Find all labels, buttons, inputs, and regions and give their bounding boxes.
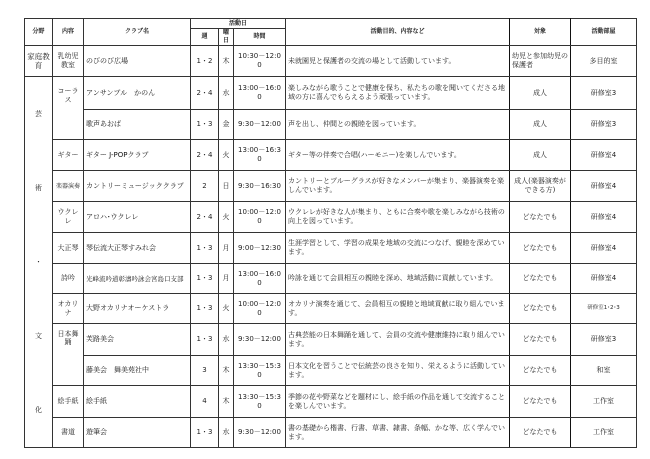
club-name: カントリーミュージッククラブ [84, 171, 191, 202]
room-cell: 研修室4 [571, 233, 637, 264]
week-cell: 1・3 [191, 324, 219, 356]
table-row [25, 264, 637, 294]
time-cell: 9:30－12:00 [234, 324, 286, 356]
week-cell: 2・4 [191, 77, 219, 110]
room-cell: 研修室4 [571, 202, 637, 233]
target-cell: 成人 [510, 77, 571, 110]
target-cell: どなたでも [510, 233, 571, 264]
room-cell: 和室 [571, 356, 637, 386]
header-activity-day: 活動日 [191, 19, 286, 29]
target-cell: どなたでも [510, 294, 571, 324]
table-row [25, 171, 637, 202]
header-club: クラブ名 [84, 19, 191, 46]
field-char: 術 [35, 183, 42, 192]
field-char: 芸 [35, 109, 42, 118]
time-cell: 13:00－16:00 [234, 77, 286, 110]
table-row [25, 46, 637, 77]
club-name: 藤美会 舞美苑社中 [84, 356, 191, 386]
time-cell: 9:30－12:00 [234, 418, 286, 448]
purpose-cell: 書の基礎から楷書、行書、草書、隷書、条幅、かな等、広く学んでいます。 [286, 418, 510, 448]
club-name: 遊筆会 [84, 418, 191, 448]
table-row [25, 233, 637, 264]
content-cell: オカリナ [53, 294, 84, 324]
content-cell: 絵手紙 [53, 386, 84, 418]
header-time: 時間 [234, 29, 286, 46]
room-cell: 研修室3 [571, 77, 637, 110]
field-char: ・ [35, 257, 42, 266]
purpose-cell: ギター等の伴奏で合唱(ハーモニー)を楽しんでいます。 [286, 140, 510, 171]
room-cell: 工作室 [571, 386, 637, 418]
table-row [25, 324, 637, 356]
week-cell: 1・3 [191, 110, 219, 140]
table-row [25, 140, 637, 171]
header-weekday: 曜日 [219, 29, 234, 46]
target-cell: どなたでも [510, 356, 571, 386]
purpose-cell: カントリーとブルーグラスが好きなメンバーが集まり、楽器演奏を楽しんでいます。 [286, 171, 510, 202]
purpose-cell: 楽しみながら歌うことで健康を保ち、私たちの歌を聞いてくださる地域の方に喜んでもらえるよう頑張っています。 [286, 77, 510, 110]
header-field: 分野 [25, 19, 53, 46]
target-cell: どなたでも [510, 386, 571, 418]
purpose-cell: 古典芸能の日本舞踊を通して、会員の交流や健康維持に取り組んでいます。 [286, 324, 510, 356]
target-cell: 成人 [510, 140, 571, 171]
weekday-cell: 木 [219, 356, 234, 386]
room-cell: 研修室4 [571, 171, 637, 202]
weekday-cell: 火 [219, 140, 234, 171]
weekday-cell: 水 [219, 77, 234, 110]
target-cell: 幼児と参加幼児の保護者 [510, 46, 571, 77]
table-row [25, 418, 637, 448]
week-cell: 1・3 [191, 294, 219, 324]
time-cell: 13:00－16:00 [234, 264, 286, 294]
club-schedule-table [24, 18, 637, 448]
table-row [25, 110, 637, 140]
weekday-cell: 日 [219, 171, 234, 202]
time-cell: 9:30－16:30 [234, 171, 286, 202]
content-cell: 日本舞踊 [53, 324, 84, 386]
content-cell: 詩吟 [53, 264, 84, 294]
content-cell: 楽器演奏 [53, 171, 84, 202]
content-cell: 乳幼児教室 [53, 46, 84, 77]
field-char: 化 [35, 405, 42, 414]
club-name: 大野オカリナオーケストラ [84, 294, 191, 324]
time-cell: 10:00－12:00 [234, 202, 286, 233]
room-cell: 研修室3 [571, 110, 637, 140]
time-cell: 10:00－12:00 [234, 294, 286, 324]
weekday-cell: 火 [219, 202, 234, 233]
room-cell: 研修室1･2･3 [571, 294, 637, 324]
purpose-cell: オカリナ演奏を通じて、会員相互の親睦と地域貢献に取り組んでいます。 [286, 294, 510, 324]
target-cell: どなたでも [510, 324, 571, 356]
week-cell: 1・3 [191, 264, 219, 294]
header-target: 対象 [510, 19, 571, 46]
header-content: 内容 [53, 19, 84, 46]
content-cell: ウクレレ [53, 202, 84, 233]
purpose-cell: 未就園児と保護者の交流の場として活動しています。 [286, 46, 510, 77]
week-cell: 2・4 [191, 202, 219, 233]
weekday-cell: 水 [219, 324, 234, 356]
target-cell: 成人 [510, 110, 571, 140]
weekday-cell: 木 [219, 386, 234, 418]
club-name: 歌声あおば [84, 110, 191, 140]
table-row [25, 202, 637, 233]
week-cell: 3 [191, 356, 219, 386]
purpose-cell: 生涯学習として、学習の成果を地域の交流につなげ、親睦を深めています。 [286, 233, 510, 264]
purpose-cell: 季節の花や野菜などを題材にし、絵手紙の作品を通して交流することを楽しんでいます。 [286, 386, 510, 418]
club-name: ギター J-POPクラブ [84, 140, 191, 171]
club-name: アロハ･ウクレレ [84, 202, 191, 233]
target-cell: 成人(楽器演奏ができる方) [510, 171, 571, 202]
club-name: 絵手紙 [84, 386, 191, 418]
room-cell: 研修室4 [571, 264, 637, 294]
club-name: 光峰流吟道彰濤吟詠会宮島口支部 [84, 264, 191, 294]
room-cell: 多目的室 [571, 46, 637, 77]
header-room: 活動部屋 [571, 19, 637, 46]
time-cell: 13:30－15:30 [234, 386, 286, 418]
time-cell: 13:00－16:30 [234, 140, 286, 171]
target-cell: どなたでも [510, 264, 571, 294]
week-cell: 2・4 [191, 140, 219, 171]
table-row [25, 77, 637, 110]
field-cell-arts-culture [25, 77, 53, 448]
field-cell: 家庭教育 [25, 46, 53, 77]
header-week: 週 [191, 29, 219, 46]
table-row [25, 356, 637, 386]
room-cell: 研修室3 [571, 324, 637, 356]
content-cell: 書道 [53, 418, 84, 448]
time-cell: 9:30－12:00 [234, 110, 286, 140]
week-cell: 1・3 [191, 418, 219, 448]
target-cell: どなたでも [510, 418, 571, 448]
week-cell: 1・2 [191, 46, 219, 77]
time-cell: 13:30－15:30 [234, 356, 286, 386]
content-cell: コーラス [53, 77, 84, 140]
table-row [25, 294, 637, 324]
purpose-cell: 日本文化を習うことで伝統芸の良さを知り、栄えるように活動しています。 [286, 356, 510, 386]
time-cell: 10:30－12:00 [234, 46, 286, 77]
purpose-cell: 吟詠を通じて会員相互の親睦を深め、地域活動に貢献しています。 [286, 264, 510, 294]
purpose-cell: 声を出し、仲間との親睦を図っています。 [286, 110, 510, 140]
weekday-cell: 火 [219, 294, 234, 324]
time-cell: 9:00－12:30 [234, 233, 286, 264]
header-purpose: 活動目的、内容など [286, 19, 510, 46]
purpose-cell: ウクレレが好きな人が集まり、ともに合奏や歌を楽しみながら技術の向上を図っています。 [286, 202, 510, 233]
week-cell: 1・3 [191, 233, 219, 264]
target-cell: どなたでも [510, 202, 571, 233]
room-cell: 工作室 [571, 418, 637, 448]
content-cell: ギター [53, 140, 84, 171]
club-name: アンサンブル かのん [84, 77, 191, 110]
weekday-cell: 月 [219, 233, 234, 264]
weekday-cell: 金 [219, 110, 234, 140]
week-cell: 4 [191, 386, 219, 418]
room-cell: 研修室4 [571, 140, 637, 171]
field-char: 文 [35, 331, 42, 340]
weekday-cell: 木 [219, 46, 234, 77]
club-name: のびのび広場 [84, 46, 191, 77]
club-name: 琴伝流大正琴すみれ会 [84, 233, 191, 264]
weekday-cell: 月 [219, 264, 234, 294]
table-row [25, 386, 637, 418]
content-cell: 大正琴 [53, 233, 84, 264]
club-name: 芙路美会 [84, 324, 191, 356]
weekday-cell: 水 [219, 418, 234, 448]
week-cell: 2 [191, 171, 219, 202]
